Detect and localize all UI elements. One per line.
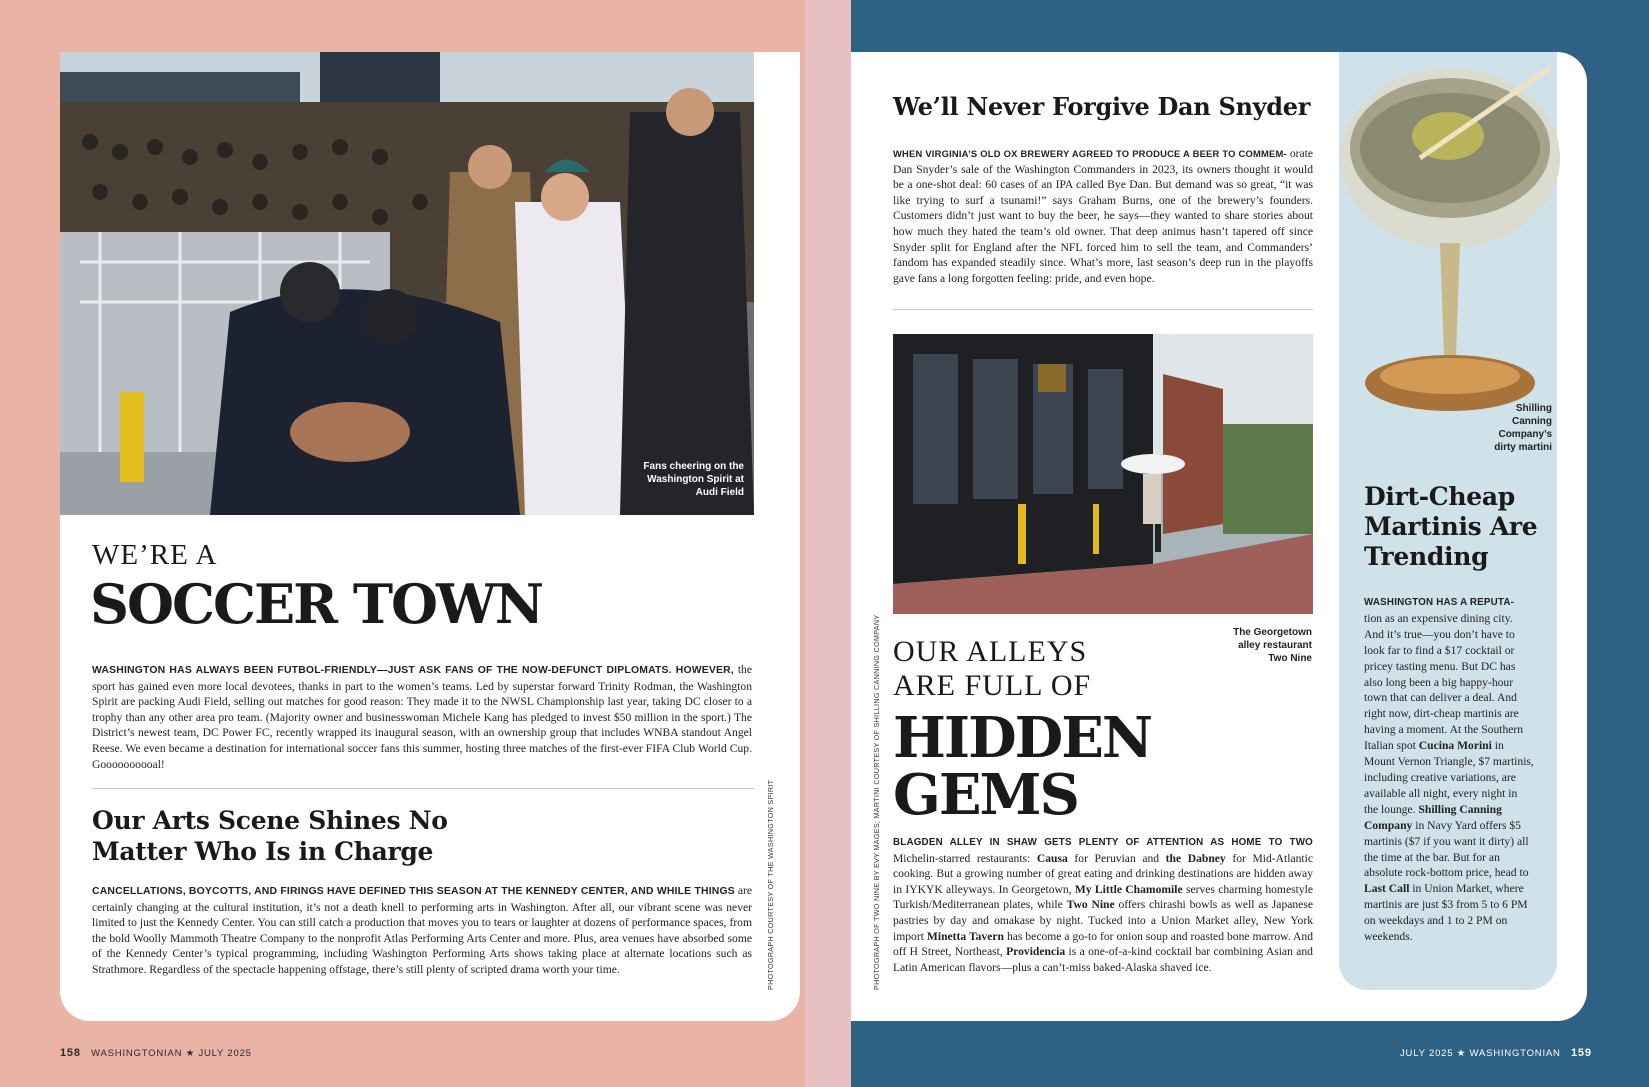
two-nine-name: Two Nine — [1066, 898, 1115, 912]
alley-text-4: serves charming homestyle Turkish/Mediterranean plates, while — [893, 882, 1313, 912]
spine-gutter — [805, 0, 851, 1087]
chamomile-name: My Little Chamomile — [1074, 882, 1183, 896]
left-folio-text: WASHINGTONIAN ★ JULY 2025 — [91, 1048, 252, 1059]
georgetown-alley-photo — [893, 334, 1313, 614]
martini-photo — [1330, 58, 1570, 418]
alley-text-3: for Mid-Atlantic cooking. But a growing number of great eating and drinking destinations are hidden away in IYKYK alleyways. In Georgetown, — [893, 851, 1313, 896]
arts-lead: CANCELLATIONS, BOYCOTTS, AND FIRINGS HAVE DEFINED THIS SEASON AT THE KENNEDY CENTER, AND WHILE THINGS — [92, 886, 735, 897]
arts-heading: Our Arts Scene Shines No Matter Who Is in Charge — [92, 806, 448, 866]
alley-text-7: is a one-of-a-kind cocktail bar combining Asian and Latin American flavors—plus a can’t-miss baked-Alaska shaved ice. — [893, 945, 1313, 974]
right-divider — [893, 309, 1313, 310]
alley-lead: BLAGDEN ALLEY IN SHAW GETS PLENTY OF ATTENTION AS HOME TO TWO — [893, 837, 1313, 848]
providencia-name: Providencia — [1006, 945, 1066, 959]
right-folio-text: JULY 2025 ★ WASHINGTONIAN — [1400, 1048, 1561, 1059]
alleys-deck-small-1: OUR ALLEYS — [893, 635, 1088, 668]
martini-text-1: tion as an expensive dining city. And it’s true—you don’t have to look far to find a $17 cocktail or pricey tasting menu. But DC has also long been a big happy-hour town that can deliver a deal. And right now, dirt-cheap martinis are having a moment. At the Southern Italian spot — [1364, 611, 1524, 753]
alley-photo-caption: The Georgetown alley restaurant Two Nine — [1233, 627, 1312, 664]
alleys-deck-small-2: ARE FULL OF — [893, 669, 1092, 702]
soccer-lead: WASHINGTON HAS ALWAYS BEEN FUTBOL-FRIENDLY—JUST ASK FANS OF THE NOW-DEFUNCT DIPLOMATS. HOWEVER, — [92, 665, 734, 676]
snyder-text: orate Dan Snyder’s sale of the Washington Commanders in 2023, its owners thought it would be a one-shot deal: 60 cases of an IPA called Bye Dan. But demand was so great, “it was like trying to surf a tsunami!” says Graham Burns, one of the brewery’s founders. Customers didn’t just want to buy the beer, he says—they wanted to share stories about how much they hated the team’s old owner. That deep animus hasn’t tapered off since Snyder split for England after the NFL forced him to sell the team, and Commanders’ fandom has expanded steadily since. What’s more, last season’s deep run in the playoffs gave fans a long forgotten feeling: pride, and even hope. — [893, 147, 1313, 285]
soccer-text: the sport has gained even more local devotees, thanks in part to the women’s teams. Led by superstar forward Trinity Rodman, the Washington Spirit are packing Audi Field, selling out matches for good reason: They made it to the NWSL Championship last year, taking DC closer to a trophy than any other area pro team. (Majority owner and businesswoman Michele Kang has pledged to invest $50 million in the sport.) The District’s newest team, DC Power FC, recently wrapped its inaugural season, with an ownership group that includes WNBA standout Angel Reese. We even became a destination for international soccer fans this summer, hosting three matches of the first-ever FIFA Club World Cup. Goooooooooal! — [92, 663, 752, 771]
snyder-body — [893, 146, 1313, 286]
soccer-deck-big: SOCCER TOWN — [90, 572, 543, 636]
martini-text-3: in Navy Yard offers $5 martinis ($7 if you want it dirty) all the time at the bar. But for an absolute rock-bottom price, head to — [1364, 818, 1529, 880]
shilling-name: Shilling Canning Company — [1364, 802, 1502, 832]
martini-text-2: in Mount Vernon Triangle, $7 martinis, including creative variations, are available all night, every night in the lounge. — [1364, 739, 1534, 816]
right-page-number: 159 — [1571, 1047, 1592, 1059]
alley-text-2: for Peruvian and — [1067, 851, 1166, 865]
snyder-lead: WHEN VIRGINIA’S OLD OX BREWERY AGREED TO PRODUCE A BEER TO COMMEM- — [893, 148, 1287, 159]
left-divider — [92, 788, 754, 789]
alleys-deck-big-2: GEMS — [893, 762, 1078, 828]
martini-lead: WASHINGTON HAS A REPUTA- — [1364, 597, 1515, 608]
alleys-deck-big-1: HIDDEN — [893, 705, 1152, 771]
dabney-name: the Dabney — [1165, 851, 1226, 865]
cucina-morini-name: Cucina Morini — [1418, 739, 1492, 753]
martini-heading: Dirt-Cheap Martinis Are Trending — [1364, 482, 1538, 571]
martini-caption: Shilling Canning Company’s dirty martini — [1494, 403, 1552, 453]
left-page-number: 158 — [60, 1047, 81, 1059]
alley-text-1: Michelin-starred restaurants: — [893, 851, 1037, 865]
arts-body — [92, 883, 752, 978]
martini-text-4: in Union Market, where martinis are just $3 from 5 to 6 PM on weekdays and 1 to 2 PM on weekends. — [1364, 882, 1528, 944]
arts-text: are certainly changing at the cultural institution, it’s not a death knell to performing arts in Washington. After all, our vibrant scene was never limited to just the Kennedy Center. You can still catch a production that moves you to tears or laughter at dozens of performance spaces, from the bold Woolly Mammoth Theatre Company to the nonprofit Atlas Performing Arts Center and more. Plus, area venues have absorbed some of the Kennedy Center’s typical programming, including Washington Performing Arts shows taking place at alternate locations such as Strathmore. Regardless of the spectacle happening offstage, there’s still plenty of scripted drama worth your time. — [92, 884, 753, 976]
soccer-deck-small: WE’RE A — [92, 539, 218, 571]
causa-name: Causa — [1036, 851, 1068, 865]
left-photo-credit: PHOTOGRAPH COURTESY OF THE WASHINGTON SPIRIT — [766, 779, 775, 990]
martini-body — [1364, 594, 1534, 945]
soccer-body — [92, 662, 752, 772]
last-call-name: Last Call — [1364, 882, 1410, 896]
alley-text-6: has become a go-to for onion soup and roasted bone marrow. And off H Street, Northeast, — [893, 929, 1314, 959]
alley-body — [893, 834, 1313, 975]
right-photo-credit: PHOTOGRAPH OF TWO NINE BY EVY MAGES; MARTINI COURTESY OF SHILLING CANNING COMPANY — [872, 614, 881, 990]
alley-text-5: offers chirashi bowls as well as Japanese pastries by day and omakase by night. Tucked into a Union Market alley, New York import — [893, 898, 1313, 943]
left-folio — [60, 1047, 252, 1059]
soccer-fans-photo — [60, 52, 754, 515]
minetta-name: Minetta Tavern — [926, 929, 1004, 943]
soccer-photo-caption: Fans cheering on the Washington Spirit at Audi Field — [643, 461, 744, 498]
right-folio — [1400, 1047, 1592, 1059]
snyder-heading: We’ll Never Forgive Dan Snyder — [893, 92, 1311, 121]
